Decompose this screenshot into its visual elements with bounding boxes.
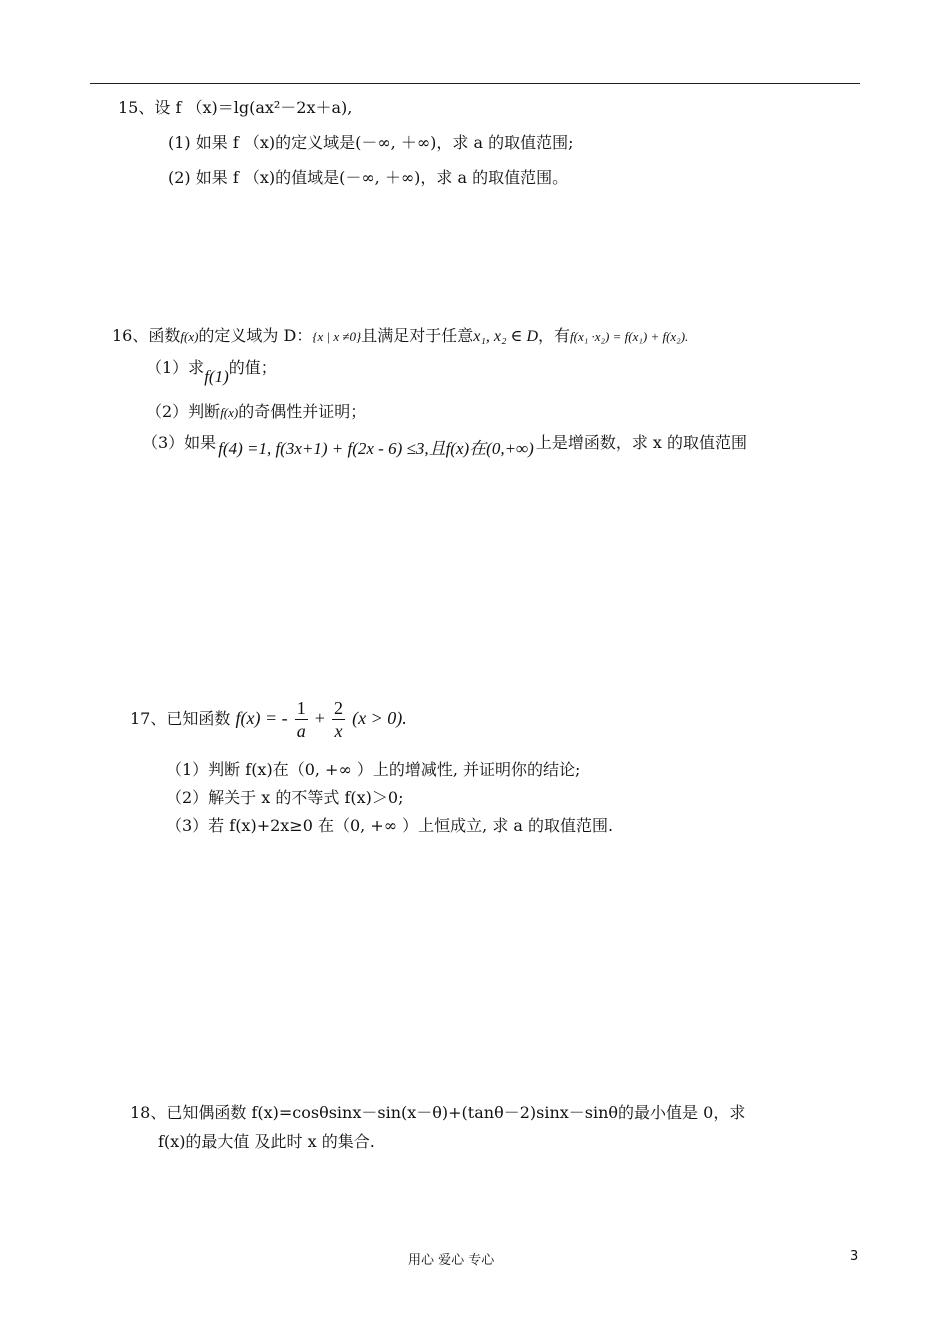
q16-part3-expr: f(4) =1, f(3x+1) + f(2x - 6) ≤3,且f(x)在(0,+∞) bbox=[218, 439, 534, 458]
q16-text1: 的定义域为 D： bbox=[198, 326, 313, 345]
q17-plus: + bbox=[314, 708, 325, 728]
q16-part1-text: 的值； bbox=[228, 358, 277, 377]
q15-stem: 15、设 f （x)＝lg(ax²－2x＋a), bbox=[118, 98, 353, 117]
q17-frac2-numerator: 2 bbox=[334, 698, 344, 718]
footer-slogan: 用心 爱心 专心 bbox=[408, 1253, 495, 1268]
q16-equation: f(x₁ ·x₂) = f(x₁) + f(x₂). bbox=[570, 329, 689, 344]
q16-part1-f1: f(1) bbox=[204, 367, 229, 386]
q17-lhs: f(x) = - bbox=[235, 708, 288, 728]
q17-part3: （3）若 f(x)+2x≥0 在（0, +∞ ）上恒成立, 求 a 的取值范围. bbox=[166, 816, 614, 835]
q16-part1 bbox=[146, 354, 277, 386]
page-number: 3 bbox=[850, 1249, 859, 1264]
q16-stem bbox=[112, 326, 688, 347]
q17-fraction-2 bbox=[332, 697, 345, 742]
q17-part2: （2）解关于 x 的不等式 f(x)＞0; bbox=[166, 788, 404, 807]
q16-number: 16、函数 bbox=[112, 326, 181, 345]
q17-stem bbox=[130, 690, 407, 747]
q16-part2-text: 的奇偶性并证明； bbox=[238, 402, 367, 421]
q16-domain-set: {x | x ≠0} bbox=[312, 329, 362, 344]
q16-part2-fx: f(x) bbox=[220, 405, 239, 420]
q16-text3: ，有 bbox=[538, 326, 571, 345]
q17-frac1-denominator: a bbox=[296, 721, 306, 741]
q16-vars: x₁, x₂ ∈ D bbox=[473, 328, 538, 345]
q15-part1: (1) 如果 f （x)的定义域是(－∞, ＋∞)，求 a 的取值范围; bbox=[168, 133, 574, 152]
q17-number: 17、已知函数 bbox=[130, 709, 231, 728]
q17-frac2-denominator: x bbox=[334, 721, 343, 741]
q16-part3-label: （3）如果 bbox=[142, 433, 217, 452]
q17-fraction-1 bbox=[295, 697, 308, 742]
q16-part2-label: （2）判断 bbox=[146, 402, 221, 421]
q16-part3-text: 上是增函数，求 x 的取值范围 bbox=[535, 433, 748, 452]
q16-text2: 且满足对于任意 bbox=[361, 326, 474, 345]
q18-line2: f(x)的最大值 及此时 x 的集合. bbox=[158, 1132, 375, 1151]
q16-fx: f(x) bbox=[180, 329, 199, 344]
q16-part2 bbox=[146, 402, 366, 423]
q16-part3 bbox=[142, 428, 747, 458]
q16-part1-label: （1）求 bbox=[146, 358, 205, 377]
q15-part2: (2) 如果 f （x)的值域是(－∞, ＋∞)，求 a 的取值范围。 bbox=[168, 168, 569, 187]
q17-frac1-numerator: 1 bbox=[296, 698, 306, 718]
q18-line1: 18、已知偶函数 f(x)=cosθsinx－sin(x－θ)+(tanθ－2)sinx－sinθ的最小值是 0，求 bbox=[130, 1103, 746, 1122]
q17-part1: （1）判断 f(x)在（0, +∞ ）上的增减性, 并证明你的结论; bbox=[166, 760, 581, 779]
q17-condition: (x > 0). bbox=[352, 708, 407, 728]
header-rule bbox=[90, 83, 860, 84]
